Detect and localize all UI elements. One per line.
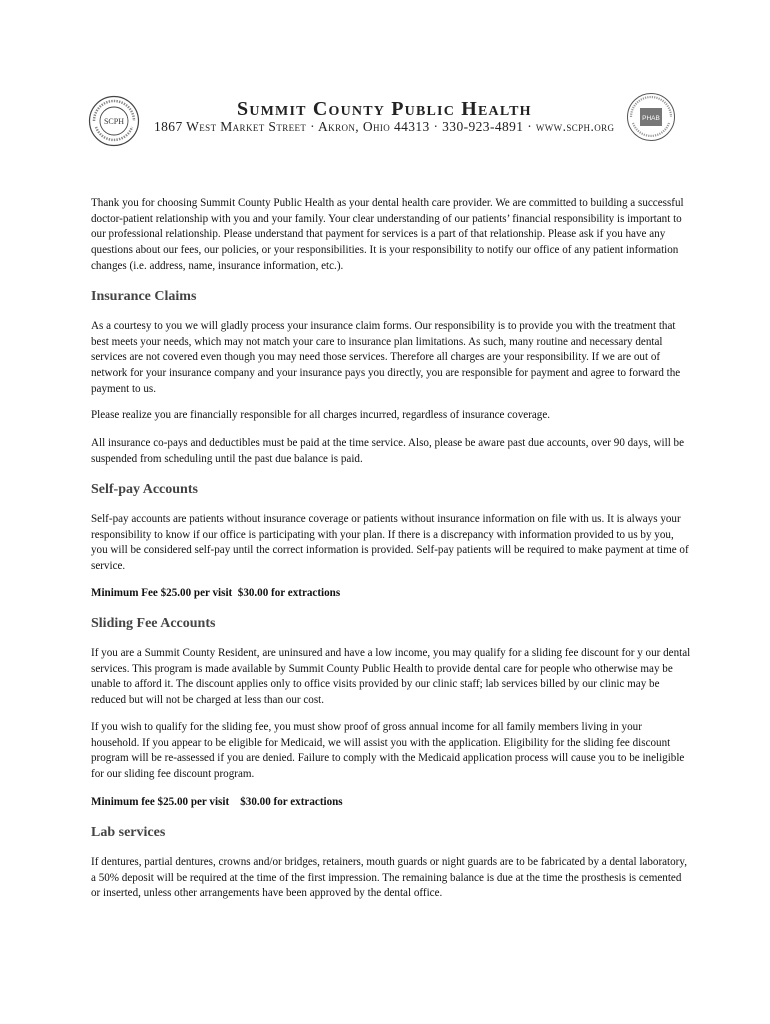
intro-paragraph: Thank you for choosing Summit County Public Health as your dental health care provider. We are committed to building a successful doctor-patient relationship with you and your family. Your clear understanding of our patients’ financial responsibility is important to our professional relationship. Please understand that payment for services is a part of that relationship. Please ask if you have any questions about our fees, our policies, or your responsibilities. It is your responsibility to notify our office of any patient information changes (i.e. address, name, insurance information, etc.).	[91, 197, 684, 272]
self-pay-fee-line: Minimum Fee $25.00 per visit $30.00 for extractions	[91, 587, 341, 599]
lab-services-paragraph: If dentures, partial dentures, crowns and/or bridges, retainers, mouth guards or night guards are to be fabricated by a dental laboratory, a 50% deposit will be required at the time of the first impression. The remaining balance is due at the time the prosthesis is cemented or inserted, unless other arrangements have been approved by the dental office.	[91, 856, 687, 900]
insurance-paragraph-1: As a courtesy to you we will gladly process your insurance claim forms. Our responsibility is to provide you with the treatment that best meets your needs, which may not match your care to insurance plan limitations. As such, many routine and necessary dental services are not covered even though you may need those services. Therefore all charges are your responsibility. If we are out of network for your insurance company and your insurance pays you directly, you are responsible for payment and agree to forward the payment to us.	[91, 320, 681, 395]
sliding-fee-line: Minimum fee $25.00 per visit $30.00 for extractions	[91, 796, 343, 808]
svg-text:PHAB: PHAB	[642, 115, 660, 122]
heading-sliding-fee-accounts: Sliding Fee Accounts	[91, 616, 216, 631]
heading-self-pay-accounts: Self-pay Accounts	[91, 482, 198, 497]
svg-text:SCPH: SCPH	[103, 117, 125, 126]
organization-name: Summit County Public Health	[237, 98, 532, 120]
sliding-fee-paragraph-2: If you wish to qualify for the sliding fee, you must show proof of gross annual income for all family members living in your household. If you appear to be eligible for Medicaid, we will assist you with the application. Eligibility for the sliding fee discount program will be re-assessed if you are denied. Failure to comply with the Medicaid application process will cause you to be ineligible for our sliding fee discount program.	[91, 721, 685, 781]
county-seal-logo	[88, 95, 140, 147]
organization-address: 1867 West Market Street · Akron, Ohio 44313 · 330-923-4891 · www.scph.org	[154, 119, 615, 134]
heading-insurance-claims: Insurance Claims	[91, 289, 197, 304]
sliding-fee-paragraph-1: If you are a Summit County Resident, are uninsured and have a low income, you may qualify for a sliding fee discount for y our dental services. This program is made available by Summit County Public Health to provide dental care for people who otherwise may be unable to afford it. The discount applies only to office visits provided by our clinic staff; lab services billed by our clinic may be reduced but will not be charged at less than our cost.	[91, 647, 691, 707]
self-pay-paragraph: Self-pay accounts are patients without insurance coverage or patients without insurance information on file with us. It is always your responsibility to know if our office is participating with your plan. If there is a discrepancy with information provided to us by you, you will be considered self-pay until the correct information is provided. Self-pay patients will be required to make payment at time of service.	[91, 513, 689, 573]
heading-lab-services: Lab services	[91, 825, 166, 840]
accreditation-seal-logo	[626, 92, 676, 142]
insurance-paragraph-2: Please realize you are financially responsible for all charges incurred, regardless of insurance coverage.	[91, 409, 551, 421]
insurance-paragraph-3: All insurance co-pays and deductibles must be paid at the time service. Also, please be aware past due accounts, over 90 days, will be suspended from scheduling until the past due balance is paid.	[91, 437, 685, 465]
